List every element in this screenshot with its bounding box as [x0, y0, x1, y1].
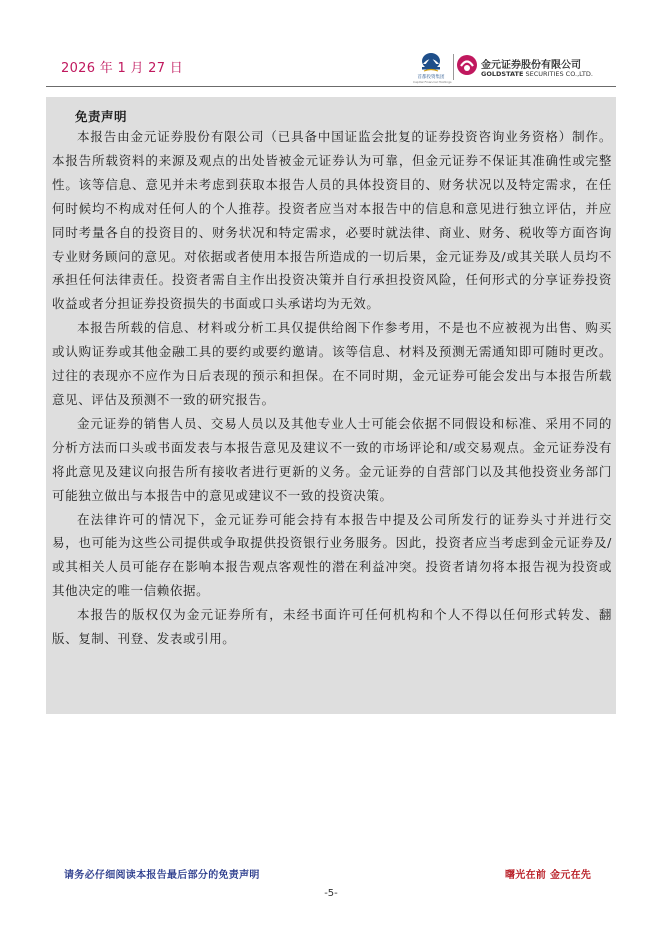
capital-holdings-emblem-icon [413, 50, 449, 74]
footer-notice: 请务必仔细阅读本报告最后部分的免责声明 [64, 870, 260, 881]
disclaimer-paragraph: 本报告的版权仅为金元证券所有，未经书面许可任何机构和个人不得以任何形式转发、翻版、复制、刊登、发表或引用。 [52, 607, 612, 647]
goldstate-name-en-rest: SECURITIES CO.,LTD. [525, 70, 593, 78]
disclaimer-body [52, 125, 612, 651]
capital-holdings-logo [413, 50, 452, 84]
header-rule [46, 86, 616, 87]
disclaimer-box [46, 97, 616, 714]
page-number: -5- [324, 888, 338, 899]
goldstate-name-en [481, 70, 593, 78]
disclaimer-paragraph: 本报告所载的信息、材料或分析工具仅提供给阁下作参考用，不是也不应被视为出售、购买或认购证券或其他金融工具的要约或要约邀请。该等信息、材料及预测无需通知即可随时更改。过往的表现亦不应作为日后表现的预示和担保。在不同时期，金元证券可能会发出与本报告所载意见、评估及预测不一致的研究报告。 [52, 320, 612, 407]
page-header [0, 0, 662, 90]
disclaimer-paragraph: 在法律许可的情况下，金元证券可能会持有本报告中提及公司所发行的证券头寸并进行交易，也可能为这些公司提供或争取提供投资银行业务服务。因此，投资者应当考虑到金元证券及/或其相关人员可能存在影响本报告观点客观性的潜在利益冲突。投资者请勿将本报告视为投资或其他决定的唯一信赖依据。 [52, 511, 612, 599]
capital-holdings-sublabel: Capital Financial Holdings [413, 80, 452, 84]
disclaimer-title: 免责声明 [75, 109, 128, 124]
disclaimer-paragraph: 本报告由金元证券股份有限公司（已具备中国证监会批复的证券投资咨询业务资格）制作。本报告所载资料的来源及观点的出处皆被金元证券认为可靠，但金元证券不保证其准确性或完整性。该等信息、意见并未考虑到获取本报告人员的具体投资目的、财务状况以及特定需求，在任何时候均不构成对任何人的个人推荐。投资者应当对本报告中的信息和意见进行独立评估，并应同时考量各自的投资目的、财务状况和特定需求，必要时就法律、商业、财务、税收等方面咨询专业财务顾问的意见。对依据或者使用本报告所造成的一切后果，金元证券及/或其关联人员均不承担任何法律责任。投资者需自主作出投资决策并自行承担投资风险，任何形式的分享证券投资收益或者分担证券投资损失的书面或口头承诺均为无效。 [52, 129, 612, 312]
logo-divider [453, 54, 454, 80]
disclaimer-paragraph: 金元证券的销售人员、交易人员以及其他专业人士可能会依据不同假设和标准、采用不同的分析方法而口头或书面发表与本报告意见及建议不一致的市场评论和/或交易观点。金元证券没有将此意见及建议向报告所有接收者进行更新的义务。金元证券的自营部门以及其他投资业务部门可能独立做出与本报告中的意见或建议不一致的投资决策。 [52, 415, 612, 503]
goldstate-emblem-icon [456, 54, 478, 76]
goldstate-name-en-bold: GOLDSTATE [481, 70, 524, 78]
report-date: 2026 年 1 月 27 日 [61, 61, 184, 76]
goldstate-name-cn: 金元证券股份有限公司 [481, 60, 581, 71]
capital-holdings-label: 首都投资集团 [417, 75, 445, 80]
footer-slogan: 曙光在前 金元在先 [505, 870, 592, 881]
